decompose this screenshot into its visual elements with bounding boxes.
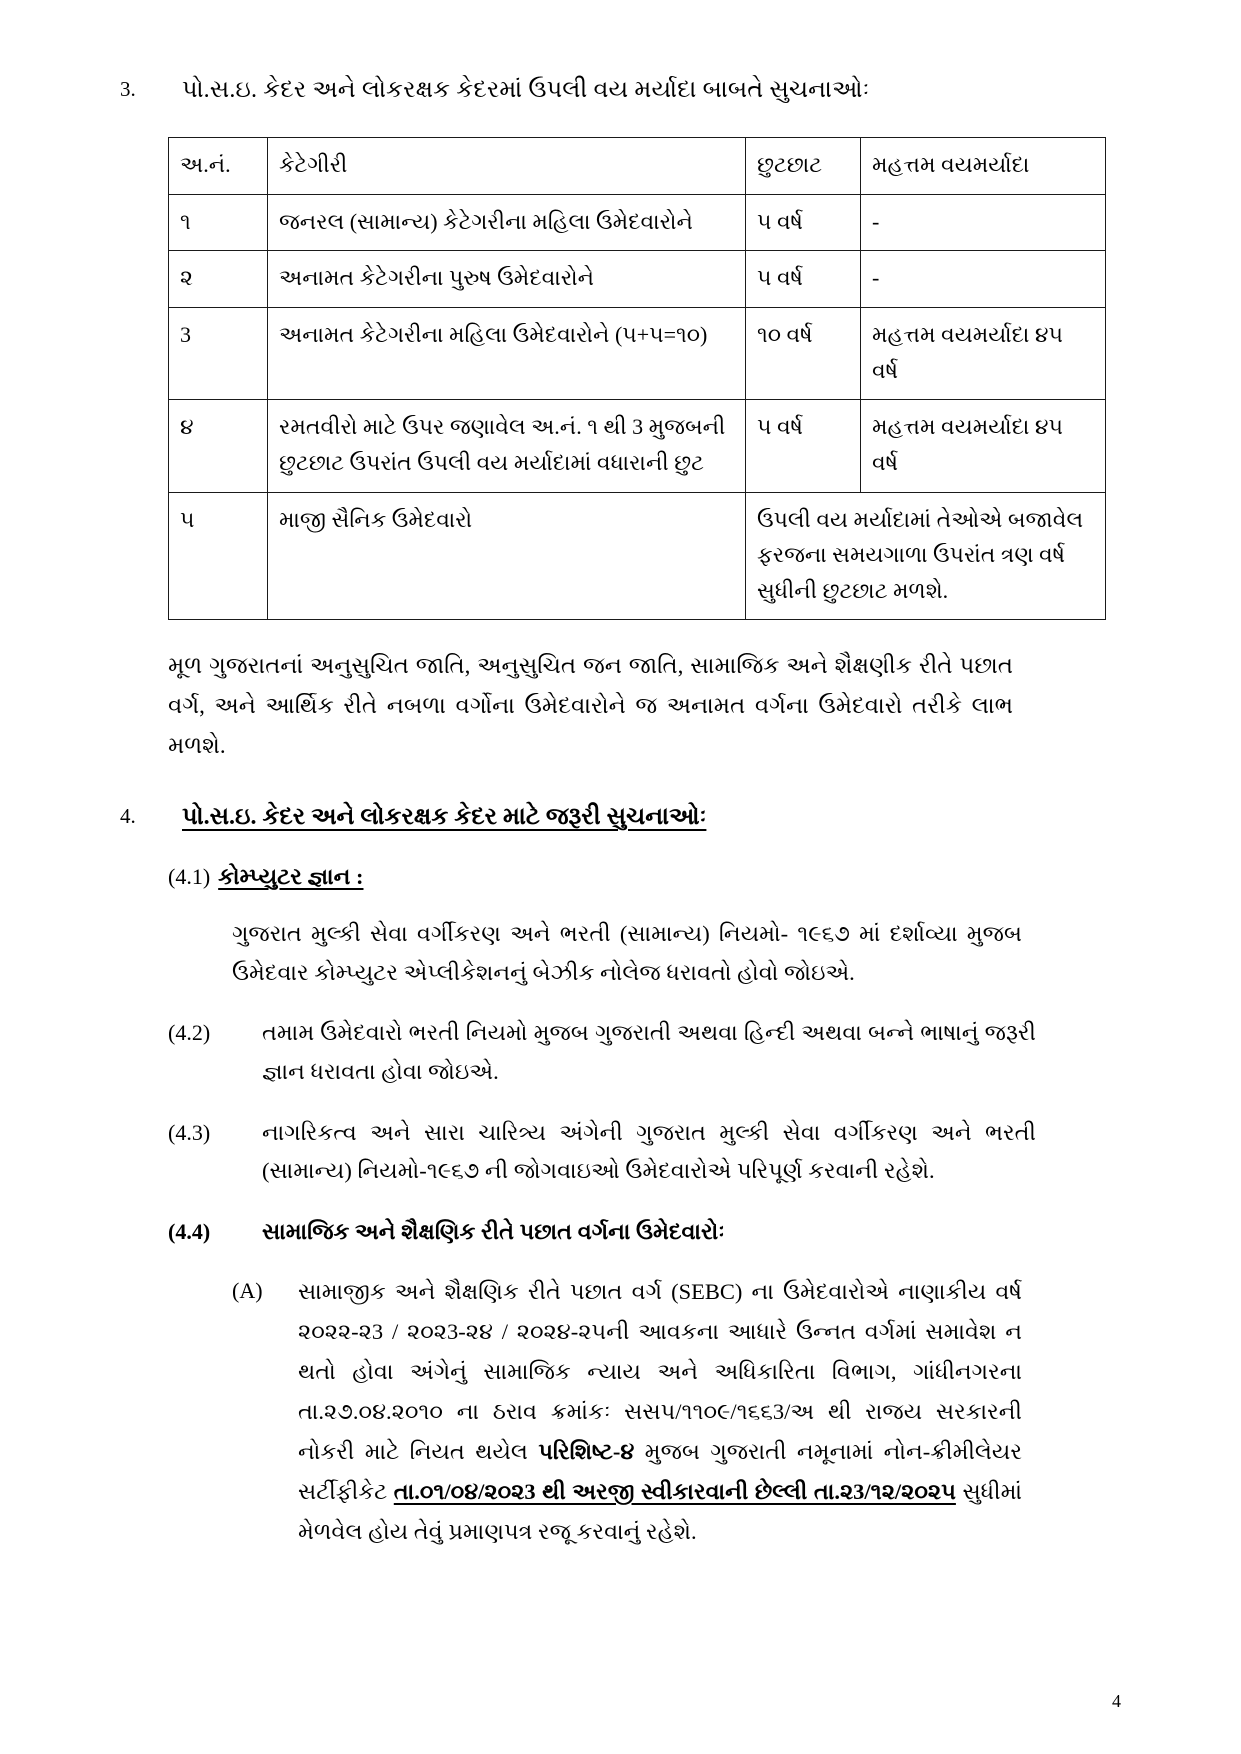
- item-4-1-label: (4.1): [168, 864, 211, 890]
- cell-sr: ૪: [169, 400, 268, 492]
- item-4-2-body: તમામ ઉમેદવારો ભરતી નિયમો મુજબ ગુજરાતી અથવા હિન્દી અથવા બન્ને ભાષાનું જરૂરી જ્ઞાન ધરાવતા હોવા જોઇએ.: [262, 1020, 1036, 1085]
- item-4-4-a-label: (A): [232, 1277, 263, 1303]
- item-4-4-a: [232, 1272, 1022, 1552]
- item-4-2-label: (4.2): [168, 1020, 211, 1046]
- a-text-2: મુજબ ગુજરાતી નમૂનામાં નોન-ક્રીમીલેયર સર્ટીફીકેટ: [298, 1438, 1022, 1504]
- age-relaxation-table: [168, 137, 1106, 620]
- cell-category: જનરલ (સામાન્ય) કેટેગરીના મહિલા ઉમેદવારોને: [268, 194, 746, 251]
- a-bold-underline-dates: તા.૦૧/૦૪/૨૦૨3 થી અરજી સ્વીકારવાની છેલ્લી તા.૨3/૧૨/૨૦૨૫: [393, 1479, 956, 1504]
- item-4-3-body: નાગરિકત્વ અને સારા ચારિત્ર્ય અંગેની ગુજરાત મુલ્કી સેવા વર્ગીકરણ અને ભરતી (સામાન્ય) નિયમો-૧૯૬૭ ની જોગવાઇઓ ઉમેદવારોએ પરિપૂર્ણ કરવાની રહેશે.: [262, 1119, 1036, 1184]
- section-4-number: 4.: [120, 804, 136, 829]
- item-4-3-label: (4.3): [168, 1119, 211, 1145]
- item-4-1: [168, 858, 1036, 897]
- item-4-4: [168, 1213, 1036, 1252]
- reservation-note-paragraph: મૂળ ગુજરાતનાં અનુસુચિત જાતિ, અનુસુચિત જન જાતિ, સામાજિક અને શૈક્ષણીક રીતે પછાત વર્ગ, અને આર્થિક રીતે નબળા વર્ગોના ઉમેદવારોને જ અનામત વર્ગના ઉમેદવારો તરીકે લાભ મળશે.: [168, 653, 1013, 758]
- column-header-relaxation: છુટછાટ: [746, 138, 861, 195]
- section-3-heading: પો.સ.ઇ. કેદર અને લોકરક્ષક કેદરમાં ઉપલી વય મર્યાદા બાબતે સુચનાઓઃ: [182, 77, 870, 103]
- cell-category: અનામત કેટેગરીના પુરુષ ઉમેદવારોને: [268, 251, 746, 308]
- cell-sr: ૧: [169, 194, 268, 251]
- table-header-row: [169, 138, 1106, 195]
- cell-max-age: મહત્તમ વયમર્યાદા ૪૫ વર્ષ: [861, 308, 1106, 400]
- table-row: [169, 194, 1106, 251]
- table-row: [169, 308, 1106, 400]
- section-4-heading: પો.સ.ઇ. કેદર અને લોકરક્ષક કેદર માટે જરૂરી સુચનાઓઃ: [182, 804, 707, 831]
- table-row: [169, 400, 1106, 492]
- section-4: [120, 799, 1121, 836]
- cell-relaxation: ૧૦ વર્ષ: [746, 308, 861, 400]
- cell-category: રમતવીરો માટે ઉપર જણાવેલ અ.નં. ૧ થી 3 મુજબની છુટછાટ ઉપરાંત ઉપલી વય મર્યાદામાં વધારાની છુટ: [268, 400, 746, 492]
- cell-relaxation: ૫ વર્ષ: [746, 194, 861, 251]
- a-text-1: સામાજીક અને શૈક્ષણિક રીતે પછાત વર્ગ (SEBC) ના ઉમેદવારોએ નાણાકીય વર્ષ ૨૦૨૨-૨3 / ૨૦૨3-૨૪ / ૨૦૨૪-૨૫ની આવકના આધારે ઉન્નત વર્ગમાં સમાવેશ ન થતો હોવા અંગેનું સામાજિક ન્યાય અને અધિકારિતા વિભાગ, ગાંધીનગરના તા.૨૭.૦૪.૨૦૧૦ ના ઠરાવ ક્રમાંકઃ સસપ/૧૧૦૯/૧૬૬3/અ થી રાજય સરકારની નોકરી માટે નિયત થયેલ: [298, 1278, 1022, 1464]
- item-4-2: [168, 1014, 1036, 1091]
- cell-merged-note: ઉપલી વય મર્યાદામાં તેઓએ બજાવેલ ફરજના સમયગાળા ઉપરાંત ત્રણ વર્ષ સુધીની છુટછાટ મળશે.: [746, 492, 1106, 620]
- cell-sr: ૨: [169, 251, 268, 308]
- page-number: 4: [1112, 1691, 1121, 1711]
- table-row: [169, 492, 1106, 620]
- column-header-category: કેટેગીરી: [268, 138, 746, 195]
- a-bold-parishisht: પરિશિષ્ટ-૪: [538, 1438, 635, 1464]
- cell-category: માજી સૈનિક ઉમેદવારો: [268, 492, 746, 620]
- item-4-4-a-body: [298, 1272, 1022, 1552]
- item-4-1-body: ગુજરાત મુલ્કી સેવા વર્ગીકરણ અને ભરતી (સામાન્ય) નિયમો- ૧૯૬૭ માં દર્શાવ્યા મુજબ ઉમેદવાર કોમ્પ્યુટર એપ્લીકેશનનું બેઝીક નોલેજ ધરાવતો હોવો જોઇએ.: [232, 920, 1022, 985]
- cell-max-age: -: [861, 194, 1106, 251]
- cell-sr: 3: [169, 308, 268, 400]
- column-header-sr: અ.નં.: [169, 138, 268, 195]
- table-row: [169, 251, 1106, 308]
- column-header-max-age: મહત્તમ વયમર્યાદા: [861, 138, 1106, 195]
- cell-max-age: મહત્તમ વયમર્યાદા ૪૫ વર્ષ: [861, 400, 1106, 492]
- section-3: [120, 72, 1121, 109]
- cell-sr: ૫: [169, 492, 268, 620]
- cell-category: અનામત કેટેગરીના મહિલા ઉમેદવારોને (૫+૫=૧૦): [268, 308, 746, 400]
- item-4-1-title: કોમ્પ્યુટર જ્ઞાન :: [218, 864, 364, 890]
- section-3-number: 3.: [120, 77, 136, 101]
- a-text-3: સુધીમાં મેળવેલ હોય તેવું પ્રમાણપત્ર રજૂ કરવાનું રહેશે.: [298, 1479, 1022, 1545]
- item-4-3: [168, 1114, 1036, 1191]
- item-4-4-body: સામાજિક અને શૈક્ષણિક રીતે પછાત વર્ગના ઉમેદવારોઃ: [262, 1219, 725, 1245]
- cell-relaxation: ૫ વર્ષ: [746, 400, 861, 492]
- item-4-4-label: (4.4): [168, 1219, 211, 1245]
- cell-max-age: -: [861, 251, 1106, 308]
- cell-relaxation: ૫ વર્ષ: [746, 251, 861, 308]
